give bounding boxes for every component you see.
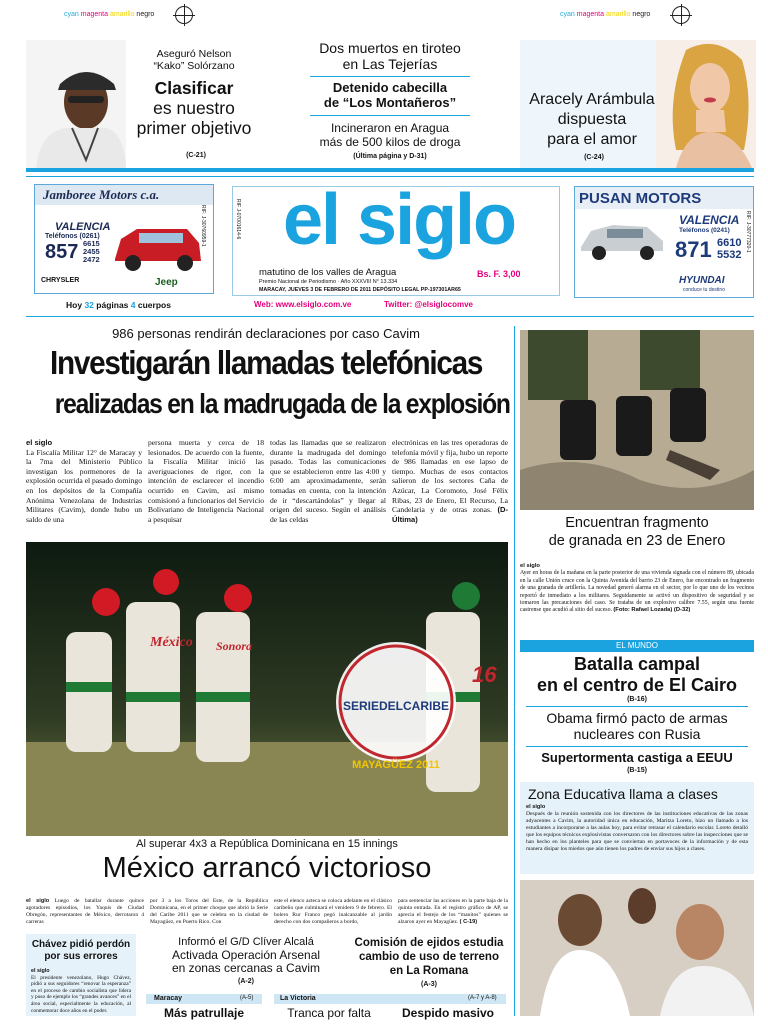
ejidos-headline[interactable]: Comisión de ejidos estudia cambio de uso de terreno en La Romana bbox=[354, 937, 504, 977]
ad-rif: RIF: J-30777320-1 bbox=[745, 211, 751, 253]
masthead-prize: Premio Nacional de Periodismo · Año XXXVIII N° 13.334 bbox=[259, 279, 398, 285]
thin-divider bbox=[26, 316, 754, 317]
ad-phone-extensions: 6610 5532 bbox=[717, 237, 742, 261]
baseball-kicker: Al superar 4x3 a República Dominicana en 15 innings bbox=[136, 838, 398, 850]
top-divider bbox=[26, 168, 754, 172]
masthead bbox=[232, 180, 560, 296]
serie-del-caribe-logo: SERIEDELCARIBE bbox=[342, 699, 450, 713]
jersey-text: México bbox=[150, 635, 193, 650]
ad-brand: Jamboree Motors c.a. bbox=[43, 187, 160, 202]
masthead-rif: RIF J-07001614-6 bbox=[235, 199, 241, 240]
registration-mark-icon bbox=[672, 6, 690, 24]
dateline: MARACAY, JUEVES 3 DE FEBRERO DE 2011 DEPÓSITO LEGAL PP-197301AR65 bbox=[259, 287, 461, 293]
cairo-headline[interactable]: Batalla campal en el centro de El Cairo bbox=[536, 654, 738, 695]
teaser-center-stack[interactable] bbox=[280, 40, 500, 168]
maracay-label: Maracay bbox=[154, 995, 183, 1002]
label-bar-victoria bbox=[274, 994, 506, 1004]
ad-phone-label: Teléfonos (0241) bbox=[679, 227, 730, 234]
educacion-headline: Zona Educativa llama a clases bbox=[528, 786, 718, 802]
price: Bs. F. 3,00 bbox=[477, 269, 521, 279]
page-ref: (Última página y D-31) bbox=[353, 153, 427, 160]
baseball-headline[interactable]: México arrancó victorioso bbox=[102, 852, 432, 884]
chavez-box[interactable] bbox=[26, 934, 136, 1016]
ad-phone: 871 bbox=[675, 237, 712, 262]
column-divider bbox=[514, 326, 515, 1016]
hyundai-logo: HYUNDAI bbox=[679, 275, 725, 286]
teaser-solorzano[interactable] bbox=[26, 40, 262, 168]
color-bar-right: cyan magenta amarillo negro bbox=[560, 11, 651, 18]
color-bar-left: cyan magenta amarillo negro bbox=[64, 11, 155, 18]
victoria-headline[interactable]: Tranca por falta bbox=[287, 1006, 371, 1020]
medical-photo bbox=[520, 880, 754, 1016]
ad-phone-label: Teléfonos (0261) bbox=[45, 233, 100, 240]
lead-column-4: electrónicas en las tres operadoras de telefonía móvil y fija, hubo un reporte de 986 llamadas en ese lapso de tiempo. Muchas de esos contactos salieron de los sectores Caña de Azúcar, La Coromoto, José Félix Ribas, 23 de Enero, El Recurso, La Candelaria y de otras zonas. (D-Última) bbox=[392, 438, 508, 524]
educacion-box[interactable] bbox=[520, 782, 754, 874]
lead-headline[interactable]: Investigarán llamadas telefónicas bbox=[50, 344, 483, 381]
ad-jamboree-motors[interactable] bbox=[34, 184, 214, 294]
page-ref: (A-3) bbox=[421, 981, 437, 988]
ad-pusan-motors[interactable] bbox=[574, 186, 754, 298]
thin-divider bbox=[526, 746, 748, 747]
obama-headline[interactable]: Obama firmó pacto de armas nucleares con Rusia bbox=[546, 710, 728, 742]
ad-rif: RIF: J-30760959-1 bbox=[200, 205, 206, 247]
section-header-el-mundo[interactable]: EL MUNDO bbox=[520, 640, 754, 652]
jersey-number: 16 bbox=[472, 662, 497, 687]
baseball-column-1: el siglo Luego de batallar durante quince agotadores episodios, los Yaquis de Ciudad Obregón, representantes de México, derrotaron 4 carreras bbox=[26, 898, 145, 925]
lead-subheadline[interactable]: realizadas en la madrugada de la explosión bbox=[54, 388, 510, 419]
storm-headline[interactable]: Supertormenta castiga a EEUU bbox=[541, 750, 733, 765]
kicker: Aseguró Nelson “Kako” Solórzano bbox=[153, 48, 235, 72]
registration-mark-icon bbox=[175, 6, 193, 24]
baseball-column-3: este el elenco azteca se coloca adelante en el clásico caribeño que culminará el venidero 9 de febrero. El bolero Rur Franco pegó inalcanzable al jardín derecho con dos compañeros a bordo, bbox=[274, 898, 392, 925]
granada-headline[interactable]: Encuentran fragmento de granada en 23 de Enero bbox=[548, 515, 726, 549]
portrait-photo-solorzano bbox=[26, 40, 126, 168]
page-ref: (C-21) bbox=[186, 152, 206, 159]
website-link[interactable]: Web: www.elsiglo.com.ve bbox=[254, 300, 352, 309]
headline: Aracely Arámbula dispuesta para el amor bbox=[529, 91, 655, 148]
headline: Clasificar es nuestro primer objetivo bbox=[136, 78, 252, 138]
maracay-headline[interactable]: Más patrullaje bbox=[163, 1006, 245, 1020]
twitter-link[interactable]: Twitter: @elsiglocomve bbox=[384, 300, 474, 309]
lead-column-1: el siglo La Fiscalía Militar 12° de Maracay y la 7ma del Ministerio Público investigan los pormenores de la explosión ocurrida el pasado domingo en los depósitos de la Compañía Anónima Venezolana de Industrias Militares (Cavim), donde hubo un saldo de una bbox=[26, 438, 142, 524]
masthead-subtitle: matutino de los valles de Aragua bbox=[259, 267, 397, 278]
educacion-body: el siglo Después de la reunión sostenida con los directores de las instituciones educativas de las zonas adyacentes a Cavim, la autoridad única en educación, Maritza Loreto, hizo un llamado a los estudiantes a incorporarse a las aulas hoy, para evitar retrasar el calendario escolar. Loreto detalló que los equipos técnicos explosivistas conversaron con los directores sobre las inspecciones que se han hecho en los planteles para que se conviertan en portavoces de la información y de esta manera disipar los miedos que aún tienen los padres de enviar sus hijos a clases. bbox=[526, 804, 748, 852]
lead-kicker: 986 personas rendirán declaraciones por caso Cavim bbox=[112, 326, 420, 341]
chavez-headline: Chávez pidió perdón por sus errores bbox=[31, 939, 131, 962]
baseball-column-2: por 3 a los Toros del Este, de la República Dominicana, en el primer choque que abrió la Serie del Caribe 2011 que se celebra en la ciudad de Mayagüez, en Puerto Rico. Con bbox=[150, 898, 268, 925]
lead-column-3: todas las llamadas que se realizaron durante la madrugada del domingo pasado. Todas las comunicaciones que se establecieron entre las 4:00 y 6:00 am aproximadamente, serán tomadas en cuenta, con la intención de ir “descartándolas” y llegar al origen del suceso. Según el análisis de las celdas bbox=[270, 438, 386, 524]
cliver-headline[interactable]: Informó el G/D Clíver Alcalá Activada Operación Arsenal en zonas cercanas a Cavim bbox=[171, 936, 321, 975]
masthead-logo: el siglo bbox=[282, 180, 516, 260]
jeep-logo: Jeep bbox=[155, 277, 178, 288]
ad-phone-extensions: 6615 2455 2472 bbox=[83, 239, 100, 264]
ad-phone: 857 bbox=[45, 241, 79, 263]
page-ref: (B-15) bbox=[627, 767, 647, 774]
teaser-montaneros: Detenido cabecilla de “Los Montañeros” bbox=[323, 80, 457, 110]
page-ref: (A-2) bbox=[238, 978, 254, 985]
chavez-body: el siglo El presidente venezolano, Hugo Chávez, pidió a sus seguidores “renovar la esperanza” en el proceso de cambio socialista que lidera y puso de ejemplo los “grandes avances” en el área social, especialmente la educación, al conmemorar doce años en el poder. bbox=[31, 968, 131, 1014]
portrait-photo-arambula bbox=[656, 40, 756, 168]
lead-column-2: persona muerta y cerca de 18 lesionados. De acuerdo con la fuente, la Fiscalía Militar inició las averiguaciones de rigor, con la intención de esclarecer el incendio ocurrido en Cavim, así mismo comisionó a funcionarios del Servicio Bolivariano de Inteligencia Nacional a pesquisar bbox=[148, 438, 264, 524]
teaser-tiroteo: Dos muertos en tiroteo en Las Tejerías bbox=[319, 40, 461, 72]
victoria-label: La Victoria bbox=[280, 995, 316, 1002]
baseball-column-4: para sentenciar las acciones en la parte baja de la quinta entrada. En el registro gráfico de AP, se aprecia el festejo de los “manitos” quienes se alzaron ayer en Mayagüez. ( C-19) bbox=[398, 898, 508, 925]
page-ref: (C-24) bbox=[584, 154, 604, 161]
chrysler-logo: CHRYSLER bbox=[41, 277, 80, 284]
mayaguez-2011-label: MAYAGÜEZ 2011 bbox=[352, 759, 440, 771]
page-ref: (A-5) bbox=[240, 995, 254, 1001]
ad-city: VALENCIA bbox=[679, 213, 740, 227]
thin-divider bbox=[526, 706, 748, 707]
ad-tagline: conduce tu destino bbox=[683, 287, 725, 293]
jersey-text: Sonora bbox=[216, 639, 253, 653]
granada-body: el siglo Ayer en horas de la mañana en la parte posterior de una vivienda signada con el número 89, ubicada en la calle Unión cruce con la Quinta Avenida del barrio 23 de Enero, fue encontrado un fragmento de una granada de artillería. La novedad generó alarma en el sector, por lo que uno de los vecinos reportó de inmediato a los militares. Seguidamente se activó un dispositivo de seguridad y se tomaron las precauciones del caso. Se trataba de un explosivo calibre 7.55, según una fuente castrense que acudió al sitio del suceso. (Foto: Rafael Lozada) (D-32) bbox=[520, 563, 754, 614]
ad-brand: PUSAN MOTORS bbox=[579, 190, 702, 207]
label-bar-maracay bbox=[146, 994, 262, 1004]
teaser-droga: Incineraron en Aragua más de 500 kilos de droga bbox=[319, 121, 461, 149]
red-suv-image bbox=[109, 219, 205, 277]
page-ref: (B-16) bbox=[627, 696, 647, 703]
page-ref: (A-7 y A-8) bbox=[468, 995, 497, 1001]
baseball-photo bbox=[26, 542, 508, 836]
despido-headline[interactable]: Despido masivo bbox=[401, 1006, 495, 1020]
granada-photo bbox=[520, 330, 754, 510]
teaser-arambula[interactable] bbox=[520, 40, 756, 168]
hoy-paginas: Hoy 32 páginas 4 cuerpos bbox=[66, 300, 171, 310]
silver-car-image bbox=[577, 213, 667, 263]
ad-city: VALENCIA bbox=[55, 221, 111, 233]
